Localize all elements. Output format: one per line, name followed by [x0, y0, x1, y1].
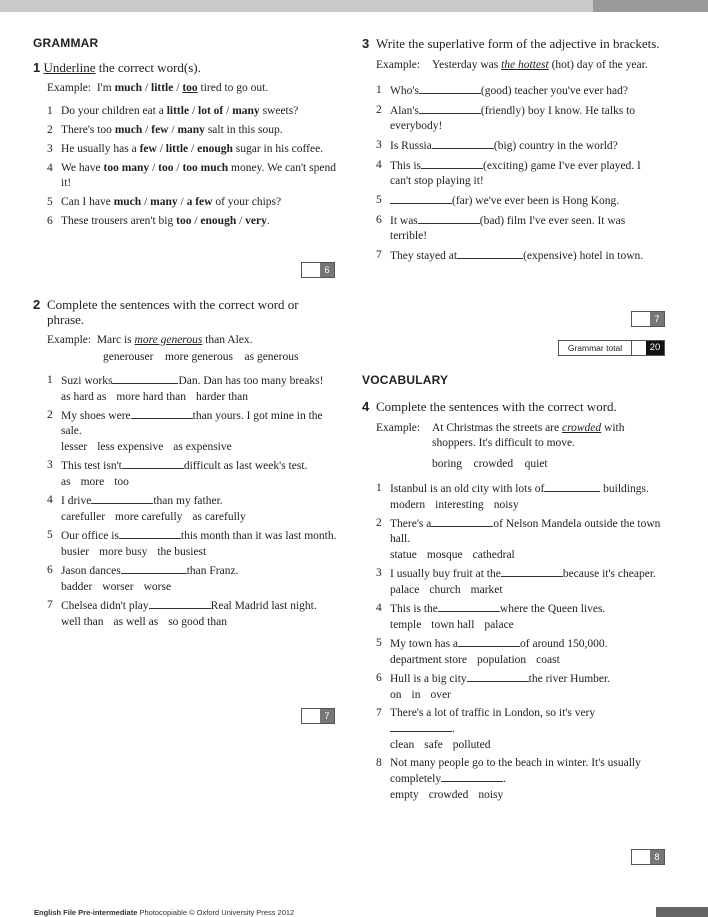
example-label: Example: [376, 59, 421, 71]
option-row [47, 615, 338, 630]
example-answer: more generous [134, 334, 203, 346]
option-word[interactable]: too [114, 476, 129, 488]
q3-number: 3 [362, 36, 370, 51]
item-number: 6 [376, 214, 382, 226]
vocabulary-section [362, 373, 664, 806]
example-label: Example: [47, 82, 92, 94]
list-item [47, 493, 338, 509]
word-option[interactable]: lot of [198, 105, 224, 117]
item-text: the river Humber. [528, 673, 611, 685]
answer-blank[interactable] [419, 103, 481, 114]
option-word: crowded [473, 458, 514, 470]
option-row [376, 548, 664, 563]
item-number: 1 [47, 374, 53, 386]
option-word[interactable]: population [476, 654, 527, 666]
answer-blank[interactable] [467, 671, 529, 682]
answer-blank[interactable] [441, 771, 503, 782]
list-item [47, 408, 338, 439]
q4-example [376, 421, 664, 451]
answer-blank[interactable] [390, 721, 452, 732]
q4-score-box [631, 849, 665, 865]
score-input[interactable] [632, 850, 650, 864]
item-text: (exciting) game I've ever played. I can't stop playing it! [390, 160, 641, 187]
word-option[interactable]: too [158, 162, 174, 174]
answer-blank[interactable] [91, 493, 153, 504]
word-option[interactable]: little [166, 105, 190, 117]
item-text: This is [390, 160, 421, 172]
option-word[interactable]: empty [390, 789, 419, 801]
example-text: At Christmas the streets are [432, 422, 560, 434]
item-text: Istanbul is an old city with lots of [390, 483, 545, 495]
item-text: than Franz. [186, 565, 239, 577]
answer-blank[interactable] [418, 213, 480, 224]
item-number: 5 [376, 637, 382, 649]
option-row [47, 580, 338, 595]
example-text: I'm [96, 82, 112, 94]
q1-example: Example: I'm much / little / too tired to go out. [47, 82, 269, 94]
left-column [33, 36, 338, 233]
list-item: 4 We have too many / too / too much money. We can't spend it! [47, 162, 336, 189]
word-option[interactable]: too [176, 215, 192, 227]
score-value: 6 [320, 263, 334, 277]
option-word: generouser [103, 351, 154, 363]
item-text: My town has a [390, 638, 459, 650]
word-option[interactable]: too many [103, 162, 150, 174]
option-word[interactable]: well than [61, 616, 104, 628]
option-word[interactable]: temple [390, 619, 422, 631]
option-row [376, 738, 664, 753]
item-number: 1 [376, 84, 382, 96]
list-item [376, 138, 664, 154]
list-item [47, 563, 338, 579]
answer-blank[interactable] [149, 598, 211, 609]
item-text: I usually buy fruit at the [390, 568, 501, 580]
example-answer: too [182, 82, 198, 94]
item-text: There's a [390, 518, 432, 530]
item-number: 7 [376, 707, 382, 719]
example-text: Marc is [96, 334, 132, 346]
item-text: than my father. [153, 495, 223, 507]
option-word[interactable]: noisy [493, 499, 519, 511]
option-word: quiet [524, 458, 548, 470]
q4-number: 4 [362, 399, 370, 414]
grammar-total-label: Grammar total [559, 341, 632, 355]
answer-blank[interactable] [544, 481, 600, 492]
answer-blank[interactable] [501, 566, 563, 577]
list-item [376, 158, 664, 189]
list-item [376, 248, 664, 264]
item-text: Our office is [61, 530, 119, 542]
item-text: of Nelson Mandela outside the town hall. [390, 518, 661, 545]
q3-items [362, 83, 664, 264]
q2-example [47, 333, 338, 348]
q2-instruction [33, 297, 338, 327]
q2-instruction-text: Complete the sentences with the correct word or phrase. [47, 297, 299, 327]
option-word[interactable]: busier [61, 546, 90, 558]
list-item: 2 There's too much / few / many salt in this soup. [47, 124, 283, 136]
word-option[interactable]: a few [186, 196, 213, 208]
option-word[interactable]: more busy [99, 546, 148, 558]
option-row [47, 440, 338, 455]
item-number: 7 [376, 249, 382, 261]
option-word[interactable]: worser [102, 581, 134, 593]
item-text: (expensive) hotel in town. [523, 250, 644, 262]
item-number: 2 [47, 124, 53, 136]
item-text: of your chips? [212, 196, 282, 208]
item-text: It was [390, 215, 418, 227]
footer [34, 908, 294, 917]
item-text: this month than it was last month. [180, 530, 337, 542]
item-text: Chelsea didn't play [61, 600, 149, 612]
list-item [47, 458, 338, 474]
list-item [376, 566, 664, 582]
option-word[interactable]: more [80, 476, 105, 488]
example-answer: the hottest [501, 59, 549, 71]
answer-blank[interactable] [457, 248, 523, 259]
word-option[interactable]: enough [197, 143, 233, 155]
q2-section [33, 297, 338, 633]
list-item [376, 516, 664, 547]
item-text: . [266, 215, 270, 227]
word-option[interactable]: few [139, 143, 157, 155]
option-word[interactable]: as well as [113, 616, 159, 628]
q3-section [362, 36, 664, 268]
item-number: 1 [376, 482, 382, 494]
item-number: 2 [376, 517, 382, 529]
score-input[interactable] [302, 709, 320, 723]
item-text: where the Queen lives. [499, 603, 606, 615]
option-row [376, 618, 664, 633]
grammar-heading: GRAMMAR [33, 36, 99, 50]
score-value: 7 [650, 312, 664, 326]
option-word[interactable]: polluted [452, 739, 491, 751]
answer-blank[interactable] [112, 373, 178, 384]
item-text: money. We can't spend it! [61, 162, 336, 189]
list-item [47, 598, 338, 614]
answer-blank[interactable] [390, 193, 452, 204]
item-text: Not many people go to the beach in winter. It's usually completely [390, 757, 641, 785]
option-word[interactable]: clean [390, 739, 415, 751]
item-text: . [503, 773, 506, 785]
option-word[interactable]: in [411, 689, 421, 701]
item-text: Real Madrid last night. [210, 600, 317, 612]
option-row [47, 510, 338, 525]
option-word[interactable]: mosque [426, 549, 463, 561]
item-text: (far) we've ever been is Hong Kong. [452, 195, 620, 207]
q1-instruction-text: the correct word(s). [98, 60, 201, 75]
q4-instruction [362, 399, 664, 414]
vocabulary-heading: VOCABULARY [362, 373, 449, 387]
list-item [376, 601, 664, 617]
list-item [376, 213, 664, 244]
item-text: Who's [390, 85, 419, 97]
answer-blank[interactable] [431, 516, 493, 527]
list-item [376, 706, 664, 737]
word-option[interactable]: few [151, 124, 169, 136]
answer-blank[interactable] [119, 528, 181, 539]
option-word[interactable]: as carefully [192, 511, 246, 523]
item-number: 4 [376, 159, 382, 171]
example-label: Example: [47, 334, 92, 346]
word-option[interactable]: many [177, 124, 205, 136]
q1-number: 1 [33, 60, 41, 75]
word-option[interactable]: much [113, 196, 142, 208]
item-text: Hull is a big city [390, 673, 467, 685]
option-word[interactable]: safe [424, 739, 443, 751]
item-text: I drive [61, 495, 92, 507]
option-word[interactable]: more carefully [115, 511, 183, 523]
option-word[interactable]: carefuller [61, 511, 106, 523]
example-text: (hot) day of the year. [551, 59, 648, 71]
q1-instruction [33, 60, 338, 75]
list-item [376, 636, 664, 652]
item-text: This is the [390, 603, 438, 615]
item-text: salt in this soup. [204, 124, 283, 136]
item-number: 3 [376, 567, 382, 579]
word-option[interactable]: many [232, 105, 260, 117]
footer-book-title: English File Pre-intermediate [34, 908, 138, 917]
option-word: boring [432, 458, 463, 470]
grammar-total-value: 20 [646, 341, 664, 355]
option-word[interactable]: more hard than [116, 391, 186, 403]
total-input[interactable] [632, 341, 646, 355]
item-text: Jason dances [61, 565, 121, 577]
q2-items [33, 373, 338, 630]
option-word: as generous [244, 351, 299, 363]
word-option[interactable]: very [245, 215, 267, 227]
item-number: 5 [47, 529, 53, 541]
item-text: This test isn't [61, 460, 122, 472]
q1-underline-word: Underline [43, 60, 96, 75]
list-item: 5 Can I have much / many / a few of your chips? [47, 196, 282, 208]
list-item: 6 These trousers aren't big too / enough / very. [47, 215, 270, 227]
answer-blank[interactable] [432, 138, 494, 149]
list-item: 3 He usually has a few / little / enough sugar in his coffee. [47, 143, 324, 155]
item-number: 4 [47, 162, 53, 174]
list-item [376, 481, 664, 497]
option-word[interactable]: department store [390, 654, 467, 666]
word-option[interactable]: little [165, 143, 189, 155]
option-word[interactable]: market [470, 584, 503, 596]
item-number: 8 [376, 757, 382, 769]
option-row [47, 390, 338, 405]
score-input[interactable] [632, 312, 650, 326]
list-item [376, 193, 664, 209]
q4-items [362, 481, 664, 803]
option-word[interactable]: cathedral [472, 549, 515, 561]
item-text: difficult as last week's test. [183, 460, 308, 472]
option-word: more generous [164, 351, 233, 363]
item-number: 6 [47, 215, 53, 227]
item-text: (friendly) boy I know. He talks to everybody! [390, 105, 636, 132]
item-text: Dan. Dan has too many breaks! [178, 375, 324, 387]
option-word[interactable]: as hard as [61, 391, 107, 403]
option-row [376, 498, 664, 513]
option-word[interactable]: less expensive [97, 441, 164, 453]
option-word[interactable]: badder [61, 581, 93, 593]
score-value: 8 [650, 850, 664, 864]
item-number: 3 [47, 143, 53, 155]
option-word[interactable]: modern [390, 499, 426, 511]
item-text: (big) country in the world? [493, 140, 618, 152]
example-text: tired to go out. [200, 82, 269, 94]
item-text: Do your children eat a [61, 105, 167, 117]
item-text: Alan's [390, 105, 419, 117]
item-number: 2 [47, 409, 53, 421]
item-number: 5 [47, 196, 53, 208]
q1-score-box [301, 262, 335, 278]
answer-blank[interactable] [419, 83, 481, 94]
answer-blank[interactable] [421, 158, 483, 169]
q3-instruction-text: Write the superlative form of the adjective in brackets. [376, 36, 660, 51]
q1-items [33, 104, 338, 229]
item-text: These trousers aren't big [61, 215, 177, 227]
option-word[interactable]: noisy [478, 789, 504, 801]
item-number: 3 [376, 139, 382, 151]
option-word[interactable]: palace [484, 619, 514, 631]
item-text: Can I have [61, 196, 114, 208]
answer-blank[interactable] [131, 408, 193, 419]
option-row [47, 475, 338, 490]
example-label: Example: [376, 422, 421, 434]
item-text: (good) teacher you've ever had? [480, 85, 628, 97]
item-number: 6 [376, 672, 382, 684]
list-item [47, 528, 338, 544]
q3-example [376, 58, 664, 73]
option-word[interactable]: coast [536, 654, 560, 666]
list-item [376, 671, 664, 687]
item-text: There's a lot of traffic in London, so it's very [390, 707, 596, 719]
item-text: buildings. [603, 483, 649, 495]
item-text: They stayed at [390, 250, 458, 262]
q3-score-box [631, 311, 665, 327]
answer-blank[interactable] [121, 563, 187, 574]
item-number: 4 [376, 602, 382, 614]
option-word[interactable]: as expensive [173, 441, 232, 453]
footer-copyright: Photocopiable © Oxford University Press 2012 [139, 908, 295, 917]
list-item [376, 103, 664, 134]
item-number: 7 [47, 599, 53, 611]
list-item [376, 83, 664, 99]
item-number: 6 [47, 564, 53, 576]
example-text: with shoppers. It's difficult to move. [432, 422, 625, 449]
item-text: We have [61, 162, 104, 174]
q4-example-options [432, 457, 664, 472]
item-number: 4 [47, 494, 53, 506]
option-word[interactable]: worse [143, 581, 172, 593]
q4-instruction-text: Complete the sentences with the correct word. [376, 399, 617, 414]
option-word[interactable]: the busiest [157, 546, 207, 558]
item-text: . [452, 723, 455, 735]
item-text: of around 150,000. [520, 638, 608, 650]
option-word[interactable]: crowded [428, 789, 469, 801]
word-option[interactable]: too much [182, 162, 229, 174]
grammar-total-box [558, 340, 665, 356]
example-text: Yesterday was [432, 59, 499, 71]
score-value: 7 [320, 709, 334, 723]
example-option: much [114, 82, 143, 94]
item-text: sugar in his coffee. [232, 143, 324, 155]
option-row [47, 545, 338, 560]
q2-score-box [301, 708, 335, 724]
answer-blank[interactable] [458, 636, 520, 647]
answer-blank[interactable] [438, 601, 500, 612]
option-word[interactable]: church [429, 584, 461, 596]
example-option: little [151, 82, 174, 94]
word-option[interactable]: much [114, 124, 143, 136]
answer-blank[interactable] [122, 458, 184, 469]
item-number: 5 [376, 194, 382, 206]
example-text: than Alex. [205, 334, 253, 346]
list-item: 1 Do your children eat a little / lot of / many sweets? [47, 105, 299, 117]
option-word[interactable]: on [390, 689, 402, 701]
item-text: My shoes were [61, 410, 131, 422]
word-option[interactable]: many [150, 196, 178, 208]
word-option[interactable]: enough [200, 215, 237, 227]
option-row [376, 653, 664, 668]
top-banner-accent [593, 0, 708, 12]
option-word[interactable]: statue [390, 549, 417, 561]
option-word[interactable]: as [61, 476, 71, 488]
item-text: Suzi works [61, 375, 113, 387]
option-word[interactable]: so good than [168, 616, 227, 628]
item-text: There's too [61, 124, 115, 136]
item-number: 2 [376, 104, 382, 116]
option-row [376, 583, 664, 598]
item-text: He usually has a [61, 143, 140, 155]
q3-instruction [362, 36, 664, 51]
list-item [376, 756, 664, 787]
option-word[interactable]: interesting [435, 499, 484, 511]
score-input[interactable] [302, 263, 320, 277]
item-text: (bad) film I've ever seen. It was terrible! [390, 215, 626, 242]
page-number-tab [656, 907, 708, 917]
option-row [376, 688, 664, 703]
q2-number: 2 [33, 297, 41, 312]
option-word[interactable]: harder than [195, 391, 249, 403]
example-answer: crowded [561, 422, 602, 434]
item-text: than yours. I got mine in the sale. [61, 410, 323, 437]
item-number: 1 [47, 105, 53, 117]
option-word[interactable]: palace [390, 584, 420, 596]
item-text: Is Russia [390, 140, 432, 152]
option-word[interactable]: lesser [61, 441, 88, 453]
option-word[interactable]: over [430, 689, 451, 701]
item-text: because it's cheaper. [562, 568, 656, 580]
q2-example-options [103, 350, 338, 365]
item-text: sweets? [259, 105, 299, 117]
list-item [47, 373, 338, 389]
item-number: 3 [47, 459, 53, 471]
option-word[interactable]: town hall [431, 619, 475, 631]
option-row [376, 788, 664, 803]
